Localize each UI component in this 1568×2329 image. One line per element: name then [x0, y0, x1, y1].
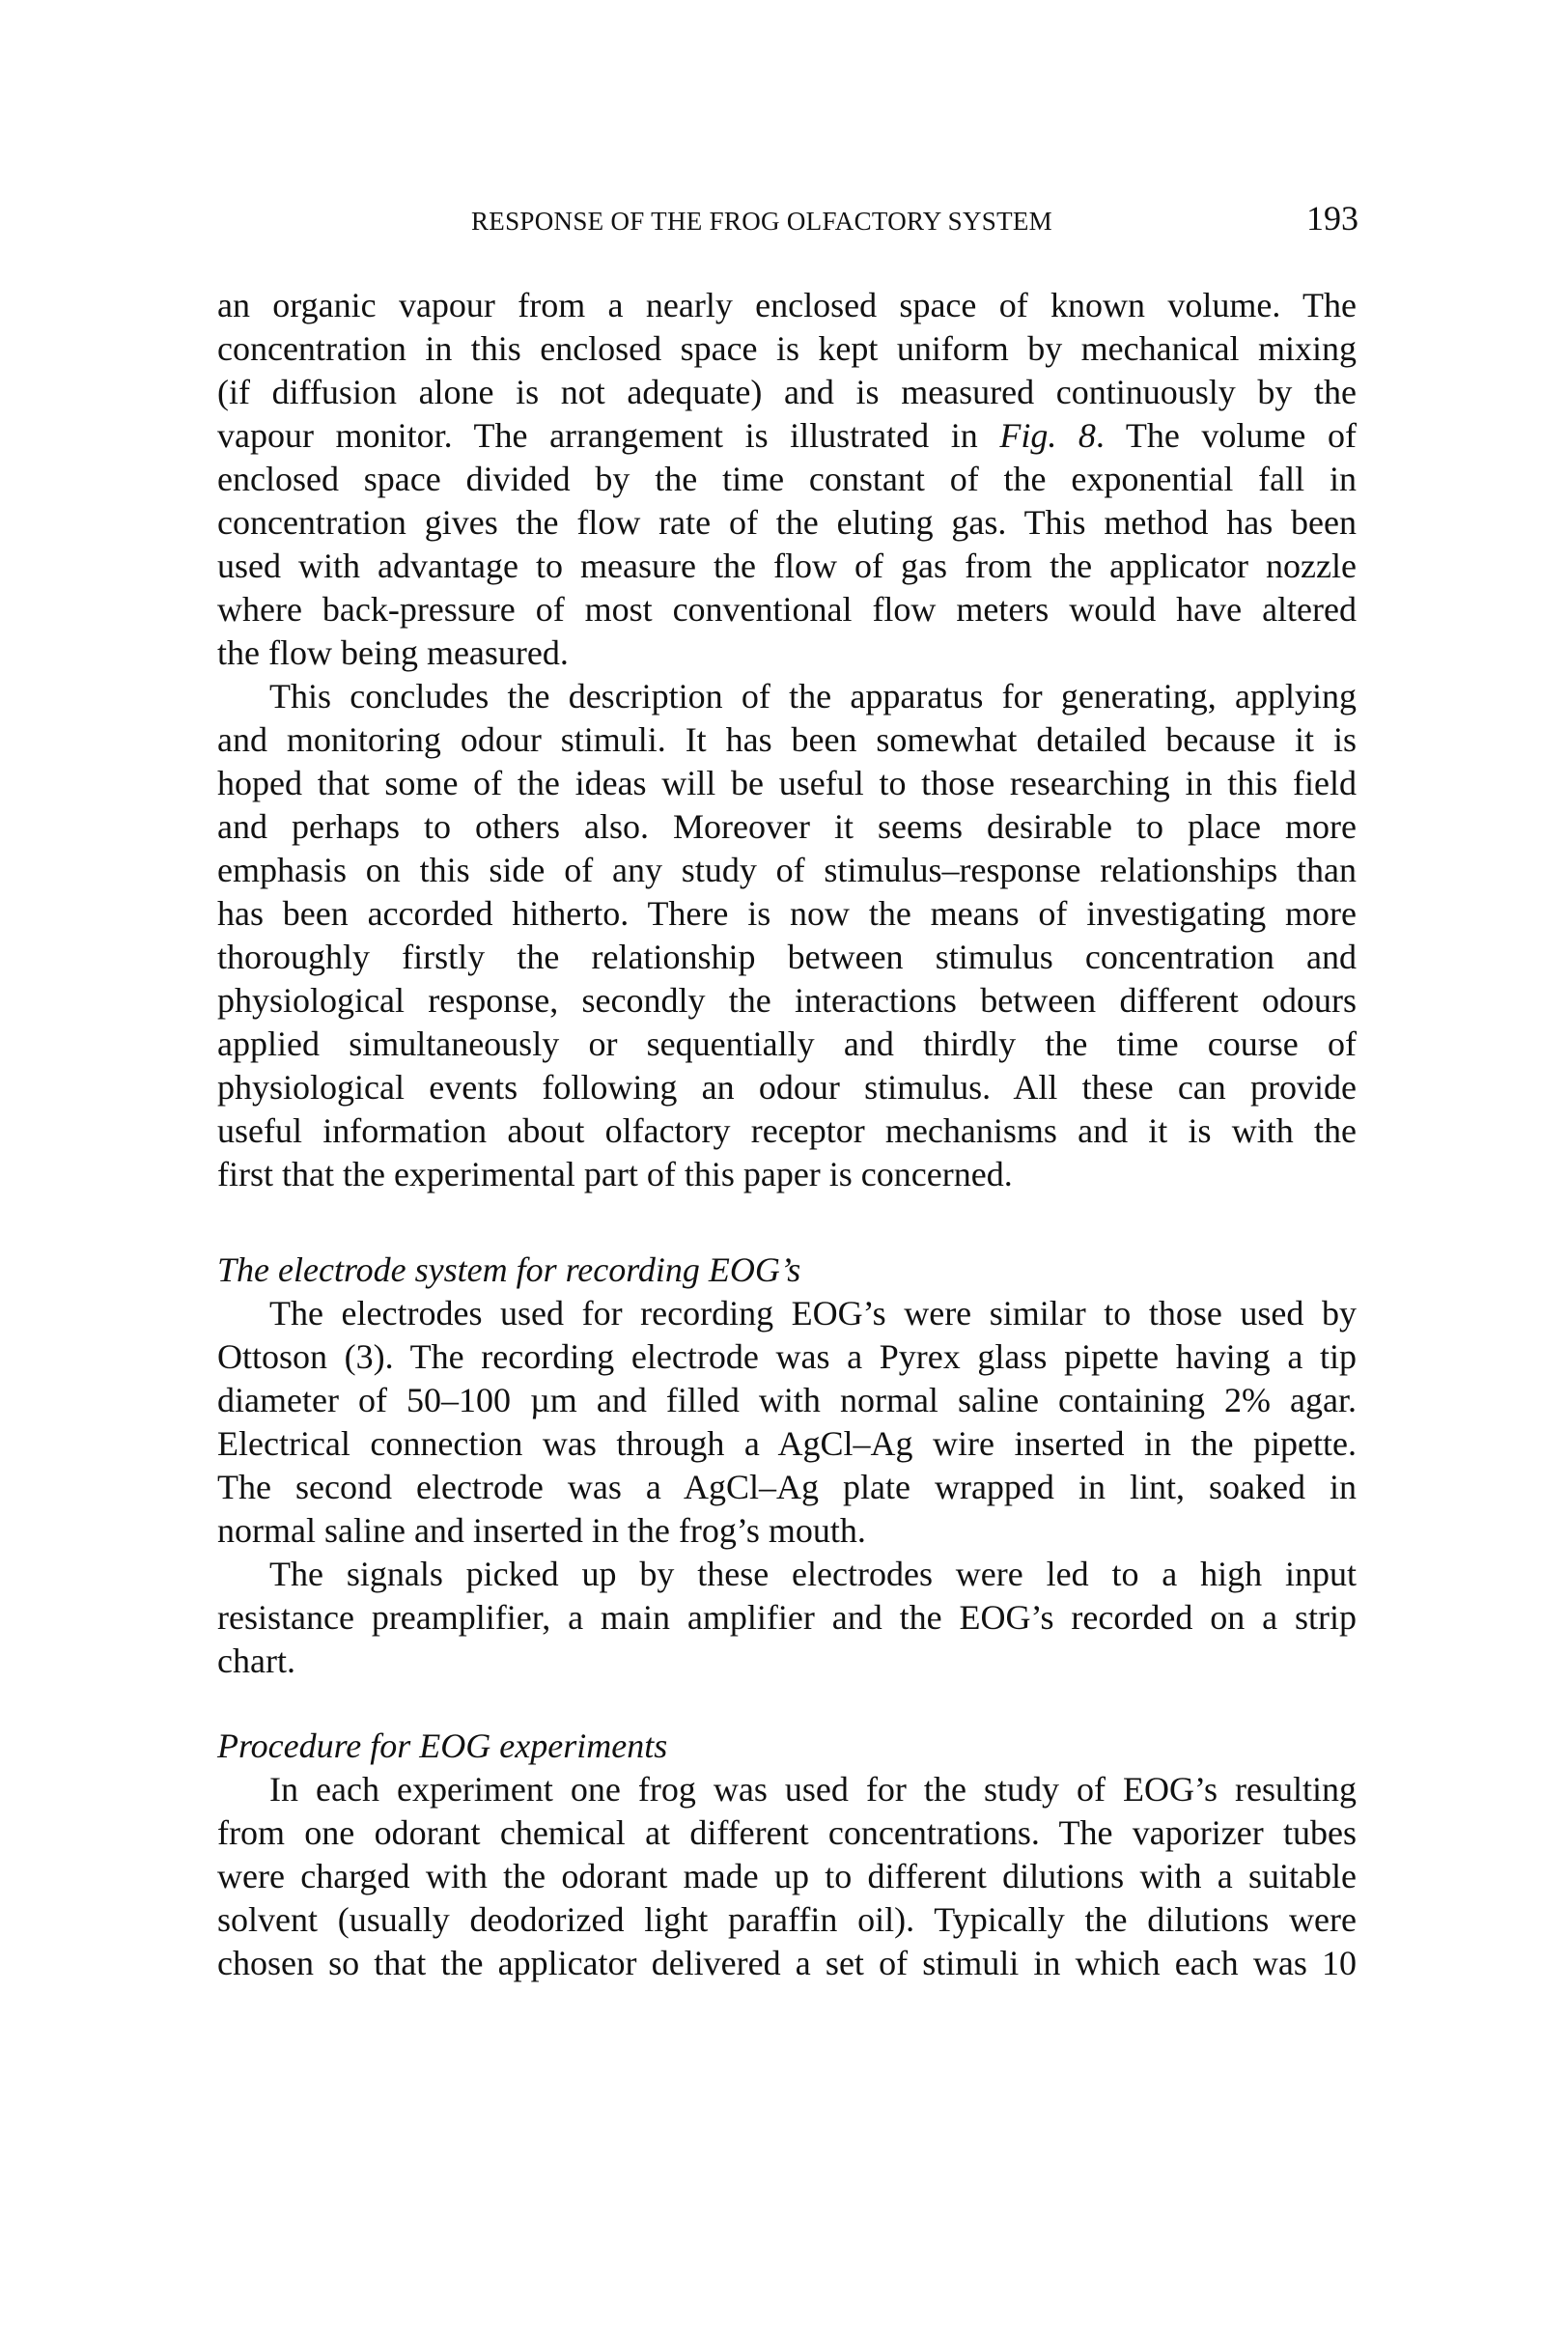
text-line: The electrodes used for recording EOG’s were similar to those used by: [269, 1294, 1357, 1333]
text-line: chosen so that the applicator delivered a set of stimuli in which each was 10: [217, 1944, 1357, 1982]
text-line: physiological response, secondly the interactions between different odours: [217, 981, 1357, 1020]
text-line: used with advantage to measure the flow of gas from the applicator nozzle: [217, 547, 1357, 585]
text-line: and monitoring odour stimuli. It has been somewhat detailed because it is: [217, 720, 1357, 759]
section-heading-electrode-system: The electrode system for recording EOG’s: [217, 1250, 801, 1289]
text-line: the flow being measured.: [217, 633, 569, 672]
text-line: chart.: [217, 1642, 295, 1680]
text-line: Ottoson (3). The recording electrode was a Pyrex glass pipette having a tip: [217, 1337, 1357, 1376]
text-line: thoroughly firstly the relationship between stimulus concentration and: [217, 938, 1357, 976]
text-line: normal saline and inserted in the frog’s mouth.: [217, 1511, 866, 1550]
text-line: enclosed space divided by the time constant of the exponential fall in: [217, 460, 1357, 498]
text-line: first that the experimental part of this paper is concerned.: [217, 1155, 1013, 1193]
text-run: . The volume of: [1095, 416, 1357, 455]
text-run: vapour monitor. The arrangement is illustrated in: [217, 416, 1000, 455]
text-line: physiological events following an odour stimulus. All these can provide: [217, 1068, 1357, 1107]
text-line: where back-pressure of most conventional flow meters would have altered: [217, 590, 1357, 629]
text-line: The signals picked up by these electrodes were led to a high input: [269, 1555, 1357, 1593]
page-number: 193: [1306, 199, 1358, 238]
text-line: concentration in this enclosed space is kept uniform by mechanical mixing: [217, 329, 1357, 368]
text-line: resistance preamplifier, a main amplifier and the EOG’s recorded on a strip: [217, 1598, 1357, 1637]
text-line: diameter of 50–100 µm and filled with normal saline containing 2% agar.: [217, 1381, 1357, 1419]
text-line: and perhaps to others also. Moreover it seems desirable to place more: [217, 807, 1357, 846]
text-line: In each experiment one frog was used for the study of EOG’s resulting: [269, 1770, 1357, 1809]
text-line: applied simultaneously or sequentially and thirdly the time course of: [217, 1024, 1357, 1063]
text-line: were charged with the odorant made up to different dilutions with a suitable: [217, 1857, 1357, 1895]
text-line: has been accorded hitherto. There is now the means of investigating more: [217, 894, 1357, 933]
section-heading-procedure: Procedure for EOG experiments: [217, 1726, 668, 1765]
text-line: concentration gives the flow rate of the eluting gas. This method has been: [217, 503, 1357, 542]
text-line: from one odorant chemical at different concentrations. The vaporizer tubes: [217, 1813, 1357, 1852]
text-line: hoped that some of the ideas will be useful to those researching in this field: [217, 764, 1357, 802]
text-line: solvent (usually deodorized light paraffin oil). Typically the dilutions were: [217, 1900, 1357, 1939]
text-line-with-figure-ref: [217, 414, 1357, 458]
text-line: (if diffusion alone is not adequate) and is measured continuously by the: [217, 373, 1357, 411]
text-line: Electrical connection was through a AgCl–Ag wire inserted in the pipette.: [217, 1424, 1357, 1463]
text-line: The second electrode was a AgCl–Ag plate wrapped in lint, soaked in: [217, 1468, 1357, 1506]
text-line: useful information about olfactory receptor mechanisms and it is with the: [217, 1111, 1357, 1150]
figure-reference-link: Fig. 8: [999, 416, 1096, 455]
text-line: This concludes the description of the apparatus for generating, applying: [269, 677, 1357, 716]
text-line: emphasis on this side of any study of stimulus–response relationships than: [217, 851, 1357, 889]
text-line: an organic vapour from a nearly enclosed space of known volume. The: [217, 286, 1357, 324]
running-head-title: RESPONSE OF THE FROG OLFACTORY SYSTEM: [471, 207, 1052, 236]
